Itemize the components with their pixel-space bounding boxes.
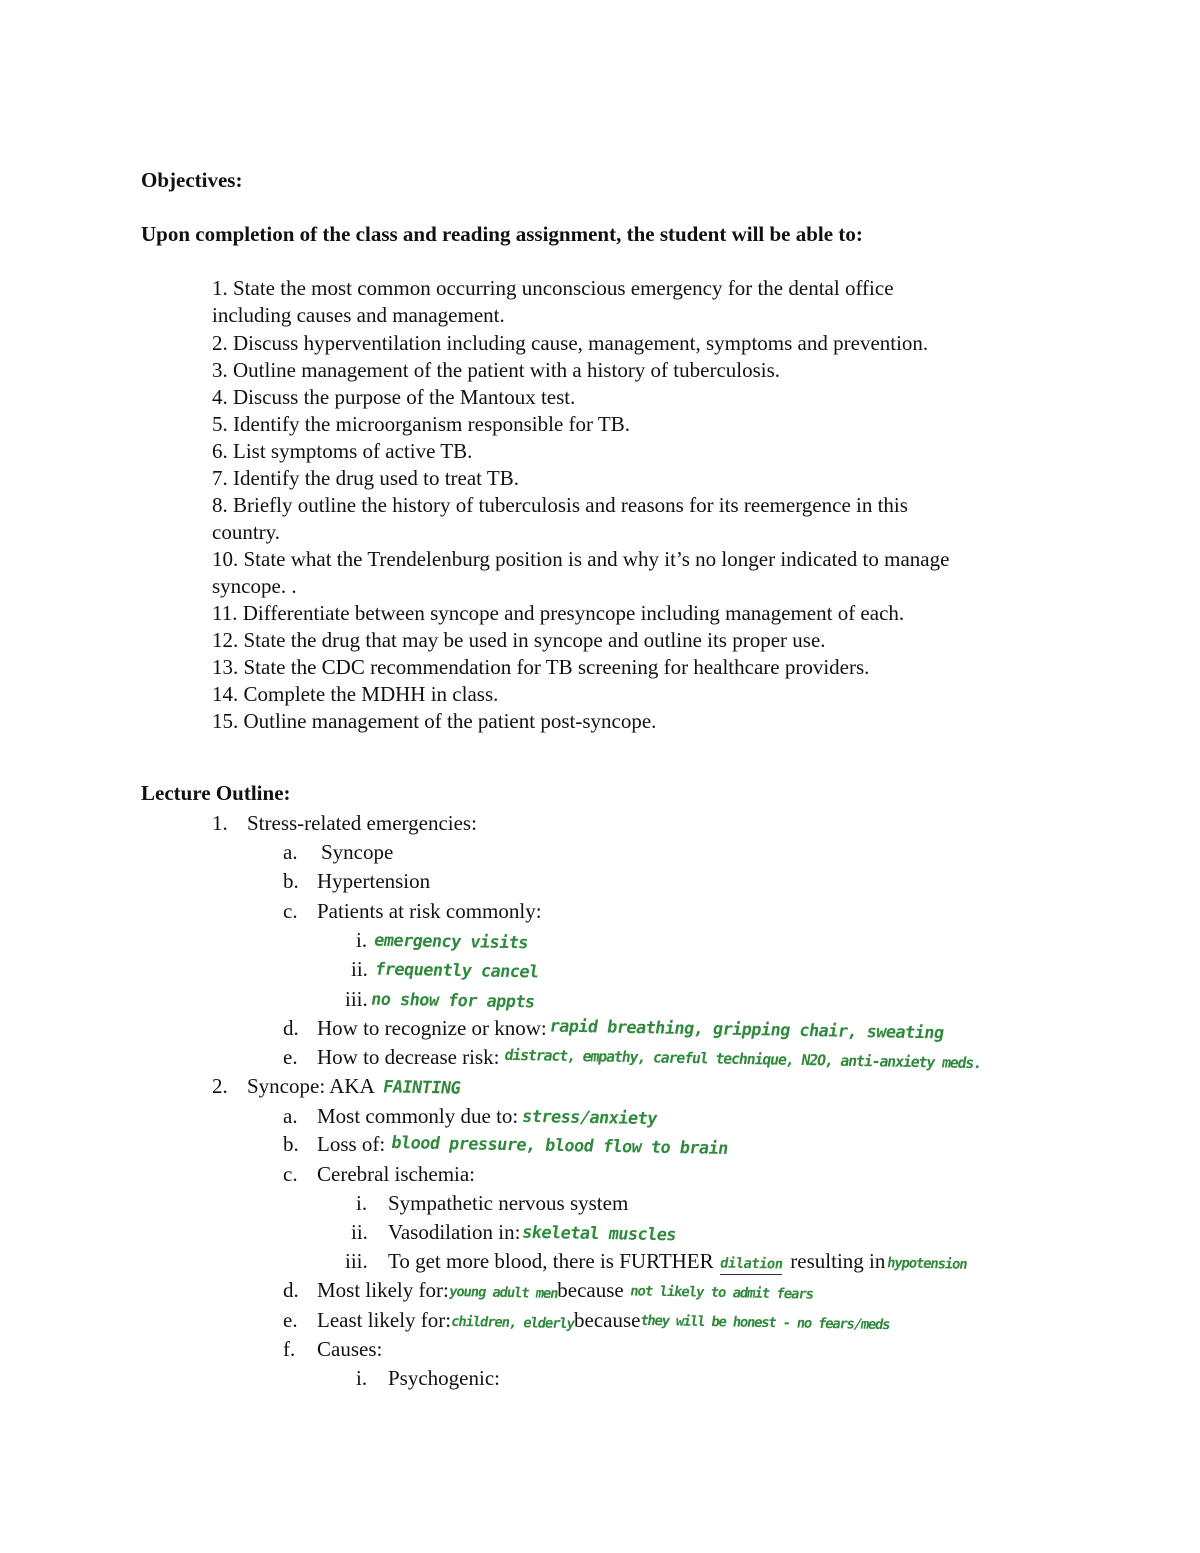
list-marker: c. <box>283 899 298 923</box>
list-marker: e. <box>283 1308 298 1332</box>
list-marker: ii. <box>351 957 368 981</box>
outline-text: To get more blood, there is FURTHER <box>388 1249 714 1273</box>
outline-text: because <box>574 1308 641 1332</box>
list-marker: i. <box>356 1366 368 1390</box>
objective-item: 11. Differentiate between syncope and presyncope including management of each. <box>212 601 905 625</box>
outline-item <box>283 1337 382 1362</box>
outline-item <box>345 987 535 1012</box>
handwritten-answer: young adult men <box>447 1284 559 1302</box>
objective-item: 12. State the drug that may be used in syncope and outline its proper use. <box>212 628 826 652</box>
outline-item <box>212 811 477 836</box>
outline-text: Loss of: <box>317 1132 386 1156</box>
list-marker: iii. <box>345 1249 368 1273</box>
handwritten-answer: FAINTING <box>381 1077 462 1099</box>
outline-item <box>351 1220 677 1245</box>
outline-item <box>356 1366 500 1391</box>
objective-item: 3. Outline management of the patient with a history of tuberculosis. <box>212 358 781 382</box>
outline-text: Most likely for: <box>317 1278 449 1302</box>
list-marker: ii. <box>351 1220 368 1244</box>
outline-item <box>345 1249 967 1275</box>
objective-item: including causes and management. <box>212 303 505 327</box>
outline-heading: Lecture Outline: <box>141 781 291 805</box>
objective-item: 13. State the CDC recommendation for TB screening for healthcare providers. <box>212 655 870 679</box>
list-marker: d. <box>283 1016 299 1040</box>
list-marker: i. <box>356 928 368 952</box>
objective-item: syncope. . <box>212 574 297 598</box>
handwritten-answer: blood pressure, blood flow to brain <box>390 1133 730 1159</box>
list-marker: b. <box>283 869 299 893</box>
list-marker: b. <box>283 1132 299 1156</box>
objective-item: 7. Identify the drug used to treat TB. <box>212 466 519 490</box>
handwritten-answer: rapid breathing, gripping chair, sweating <box>547 1016 945 1044</box>
objective-item: 14. Complete the MDHH in class. <box>212 682 499 706</box>
list-marker: f. <box>283 1337 296 1361</box>
outline-item <box>283 1132 728 1157</box>
handwritten-answer: not likely to admit fears <box>628 1283 814 1303</box>
outline-text: Psychogenic: <box>388 1366 500 1390</box>
outline-text: Causes: <box>317 1337 383 1361</box>
outline-item <box>356 1191 628 1216</box>
objective-item: 6. List symptoms of active TB. <box>212 439 473 463</box>
list-marker: 2. <box>212 1074 228 1098</box>
outline-item <box>283 899 542 924</box>
list-marker: d. <box>283 1278 299 1302</box>
outline-item <box>283 1016 945 1044</box>
handwritten-answer: hypotension <box>886 1255 969 1273</box>
outline-item <box>283 869 430 894</box>
outline-item <box>283 1104 657 1129</box>
outline-item <box>283 1045 983 1073</box>
outline-item <box>351 957 539 982</box>
outline-text: Syncope <box>321 840 394 864</box>
list-marker: a. <box>283 840 298 864</box>
handwritten-answer: stress/anxiety <box>520 1106 659 1130</box>
objective-item: 8. Briefly outline the history of tuberculosis and reasons for its reemergence in this <box>212 493 908 517</box>
list-marker: 1. <box>212 811 228 835</box>
outline-text: Least likely for: <box>317 1308 452 1332</box>
list-marker: a. <box>283 1104 298 1128</box>
objective-item: 15. Outline management of the patient post-syncope. <box>212 709 657 733</box>
objective-item: 4. Discuss the purpose of the Mantoux test. <box>212 385 576 409</box>
outline-item <box>283 840 393 865</box>
objectives-intro: Upon completion of the class and reading assignment, the student will be able to: <box>141 222 863 246</box>
objective-item: 1. State the most common occurring unconscious emergency for the dental office <box>212 276 894 300</box>
handwritten-answer: frequently cancel <box>373 959 541 983</box>
handwritten-answer: distract, empathy, careful technique, N2O, anti-anxiety meds. <box>502 1045 983 1073</box>
list-marker: i. <box>356 1191 368 1215</box>
objective-item: 10. State what the Trendelenburg position is and why it’s no longer indicated to manage <box>212 547 950 571</box>
handwritten-answer: dilation <box>718 1255 784 1273</box>
outline-text: Patients at risk commonly: <box>317 899 542 923</box>
handwritten-answer: skeletal muscles <box>521 1222 678 1246</box>
outline-text: How to recognize or know: <box>317 1016 547 1040</box>
list-marker: iii. <box>345 987 368 1011</box>
outline-item <box>356 928 528 953</box>
outline-text: Stress-related emergencies: <box>247 811 477 835</box>
objective-item: 2. Discuss hyperventilation including cause, management, symptoms and prevention. <box>212 331 929 355</box>
outline-text: Cerebral ischemia: <box>317 1162 476 1186</box>
outline-item <box>283 1278 813 1303</box>
outline-item <box>212 1074 460 1099</box>
outline-text: Syncope: AKA <box>247 1074 375 1098</box>
list-marker: c. <box>283 1162 298 1186</box>
outline-text: How to decrease risk: <box>317 1045 500 1069</box>
handwritten-answer: children, elderly <box>450 1313 576 1333</box>
objective-item: country. <box>212 520 281 544</box>
fill-in-blank <box>720 1249 783 1275</box>
outline-text: resulting in <box>790 1249 886 1273</box>
objectives-heading: Objectives: <box>141 168 243 192</box>
list-marker: e. <box>283 1045 298 1069</box>
outline-text: because <box>557 1278 624 1302</box>
outline-text: Most commonly due to: <box>317 1104 519 1128</box>
outline-item <box>283 1308 890 1333</box>
objective-item: 5. Identify the microorganism responsible for TB. <box>212 412 630 436</box>
outline-text: Vasodilation in: <box>388 1220 521 1244</box>
outline-text: Hypertension <box>317 869 431 893</box>
outline-item <box>283 1162 475 1187</box>
handwritten-answer: no show for appts <box>369 989 537 1013</box>
handwritten-answer: they will be honest - no fears/meds <box>639 1312 891 1334</box>
handwritten-answer: emergency visits <box>372 930 530 954</box>
outline-text: Sympathetic nervous system <box>388 1191 629 1215</box>
